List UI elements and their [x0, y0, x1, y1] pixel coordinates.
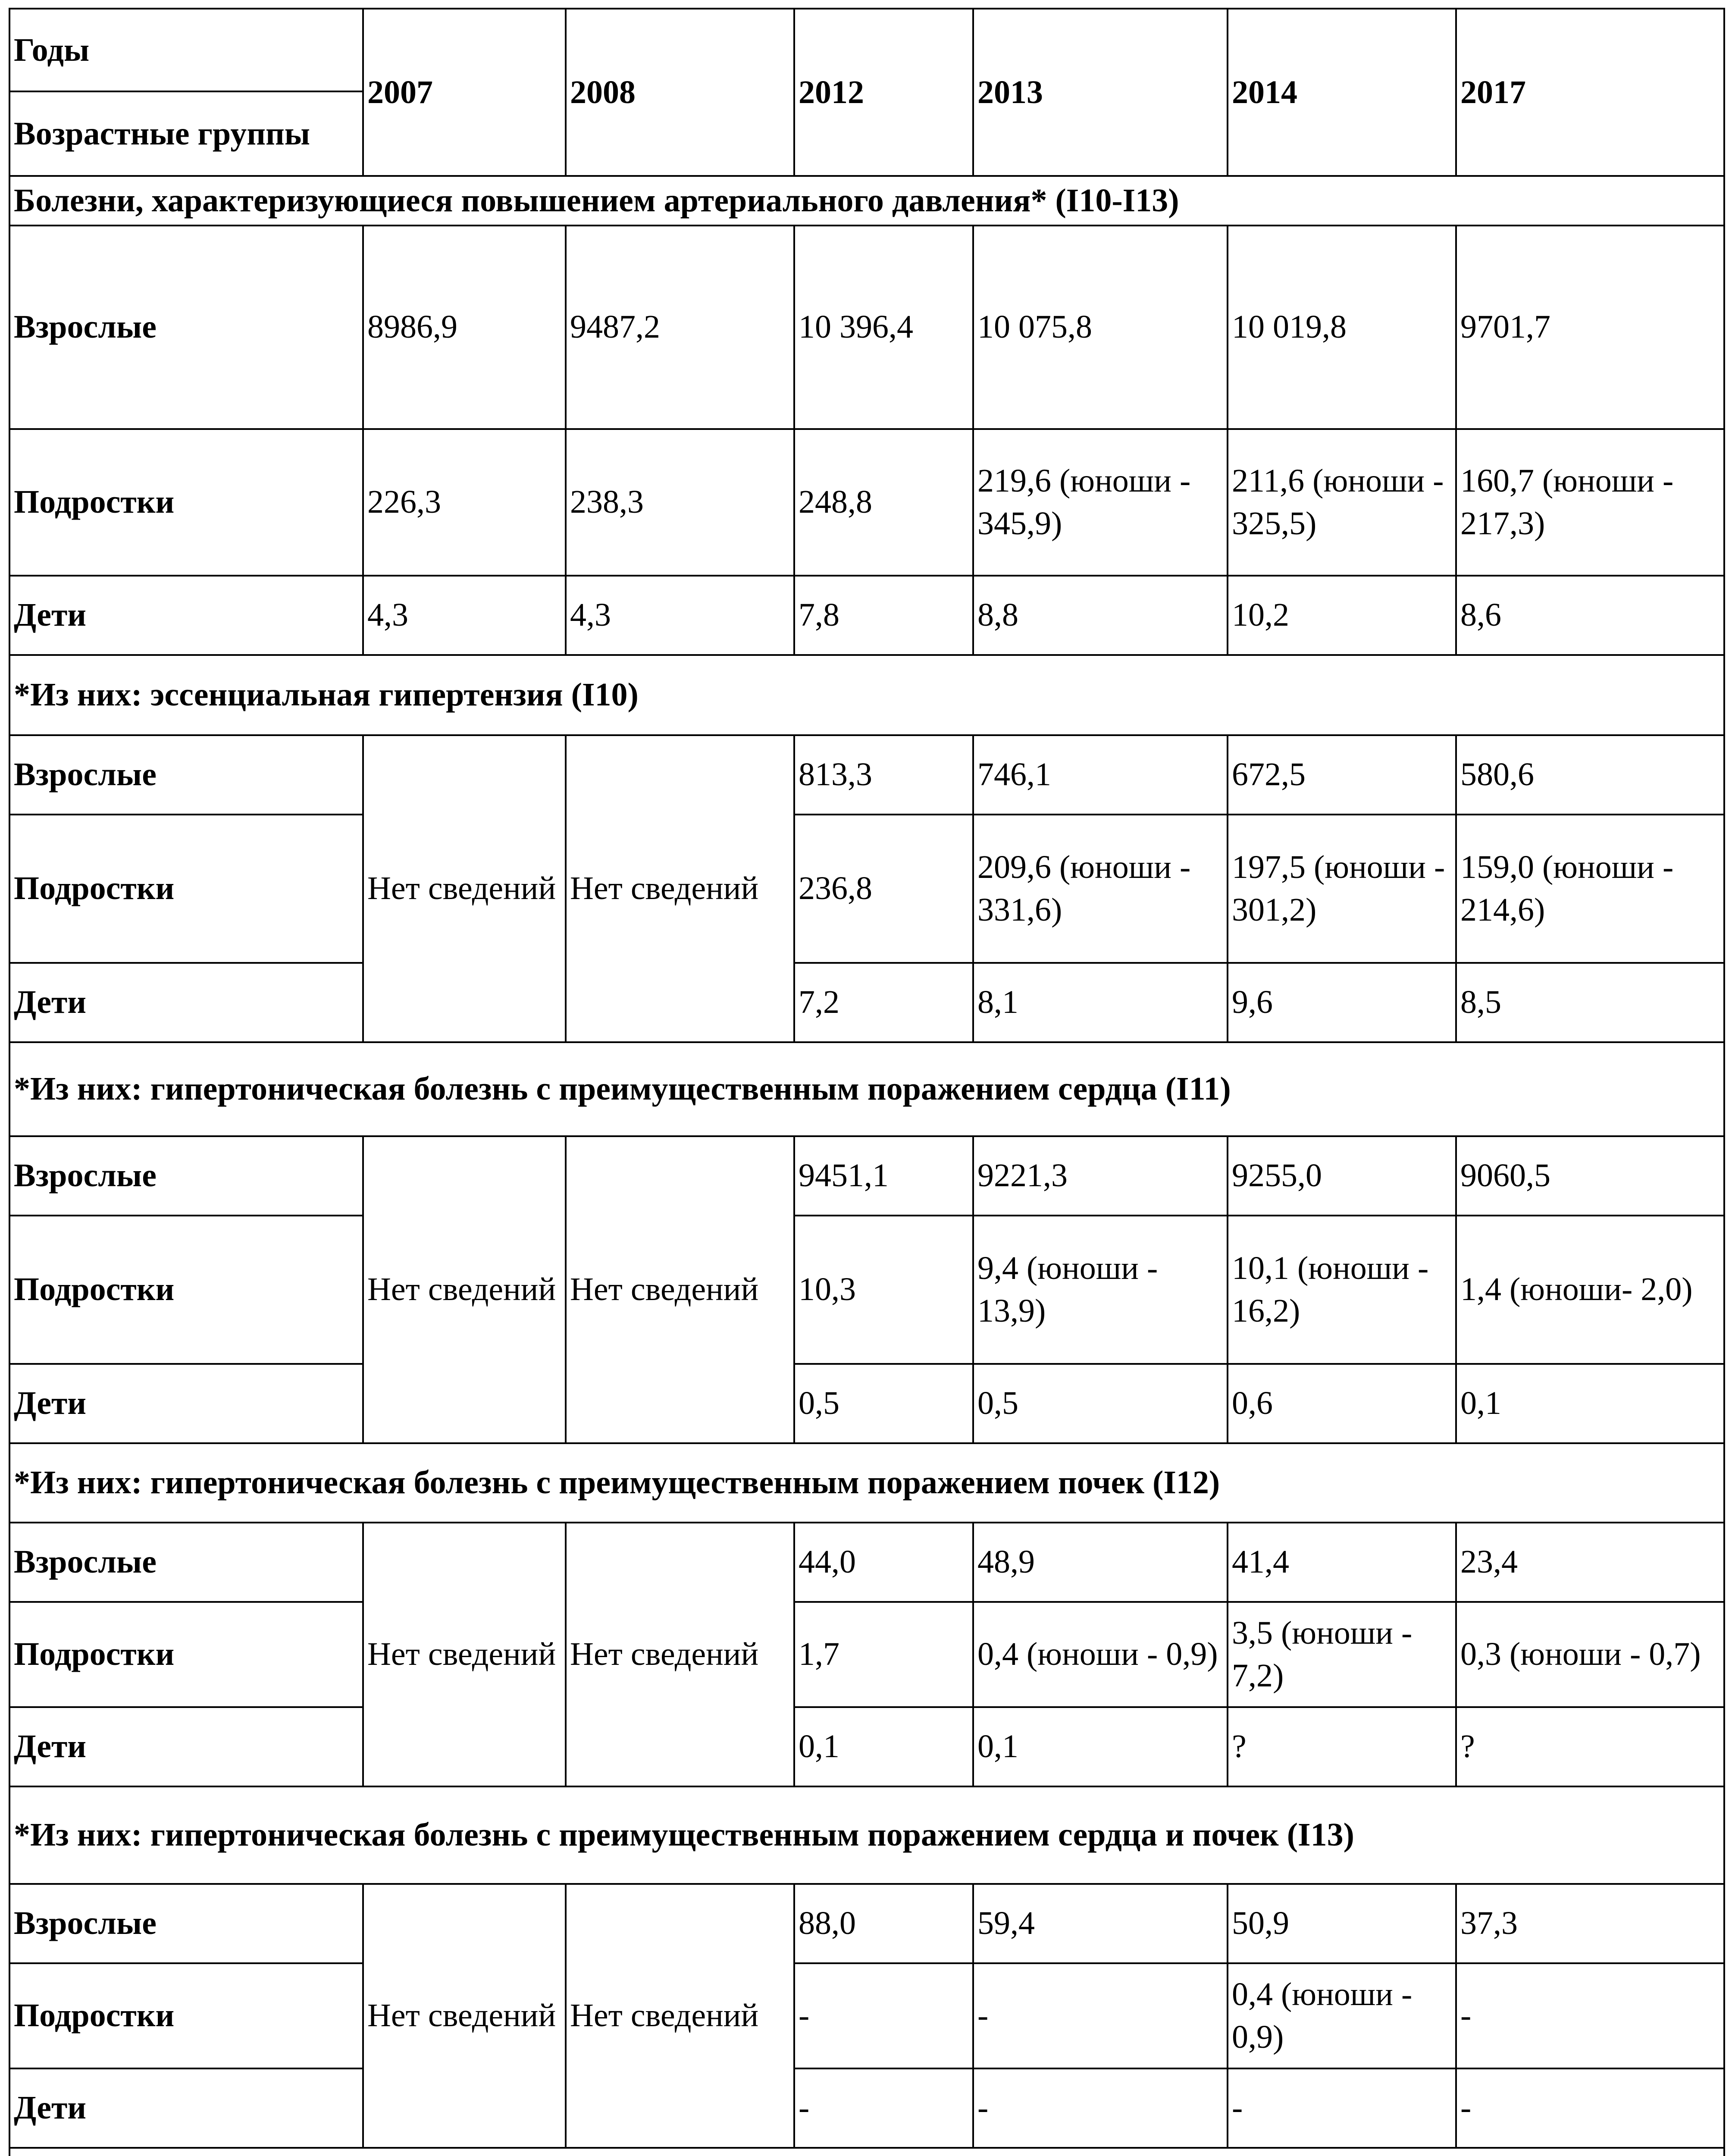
year-2017-header: 2017 [1456, 9, 1724, 176]
no-data-cell: Нет сведений [566, 1136, 794, 1443]
no-data-cell: Нет сведений [363, 735, 566, 1042]
group-children: Дети [9, 576, 363, 655]
group-teens: Подростки [9, 1602, 363, 1707]
value-cell: 9255,0 [1228, 1136, 1456, 1216]
value-cell: 9487,2 [566, 226, 794, 429]
value-cell: 9221,3 [973, 1136, 1228, 1216]
value-cell: 813,3 [794, 735, 973, 815]
no-data-cell: Нет сведений [566, 1523, 794, 1786]
value-cell: 0,6 [1228, 1364, 1456, 1443]
value-cell: 10,3 [794, 1216, 973, 1364]
value-cell: 0,1 [973, 1707, 1228, 1786]
group-adults: Взрослые [9, 1523, 363, 1602]
value-cell: 159,0 (юноши - 214,6) [1456, 815, 1724, 963]
value-cell: 0,5 [973, 1364, 1228, 1443]
section-title-i13: *Из них: гипертоническая болезнь с преимущественным поражением сердца и почек (I13) [9, 1786, 1724, 1884]
value-cell: 41,4 [1228, 1523, 1456, 1602]
value-cell: 4,3 [566, 576, 794, 655]
year-2012-header: 2012 [794, 9, 973, 176]
value-cell: 226,3 [363, 429, 566, 576]
value-cell: 1,7 [794, 1602, 973, 1707]
group-adults: Взрослые [9, 1136, 363, 1216]
value-cell: 9,6 [1228, 963, 1456, 1042]
value-cell: 0,4 (юноши - 0,9) [973, 1602, 1228, 1707]
group-teens: Подростки [9, 429, 363, 576]
value-cell: 8986,9 [363, 226, 566, 429]
year-2008-header: 2008 [566, 9, 794, 176]
section-title-i11-repeat [9, 2148, 1724, 2156]
value-cell: - [794, 1963, 973, 2068]
no-data-cell: Нет сведений [363, 1523, 566, 1786]
group-teens: Подростки [9, 1963, 363, 2068]
value-cell: 238,3 [566, 429, 794, 576]
value-cell: 10,1 (юноши - 16,2) [1228, 1216, 1456, 1364]
value-cell: 0,1 [794, 1707, 973, 1786]
value-cell: 23,4 [1456, 1523, 1724, 1602]
value-cell: 10 396,4 [794, 226, 973, 429]
value-cell: 7,2 [794, 963, 973, 1042]
value-cell: - [794, 2068, 973, 2148]
group-teens: Подростки [9, 815, 363, 963]
value-cell: 10,2 [1228, 576, 1456, 655]
value-cell: 8,1 [973, 963, 1228, 1042]
value-cell: 211,6 (юноши - 325,5) [1228, 429, 1456, 576]
value-cell: 8,8 [973, 576, 1228, 655]
value-cell: - [973, 1963, 1228, 2068]
value-cell: 50,9 [1228, 1884, 1456, 1963]
value-cell: 236,8 [794, 815, 973, 963]
value-cell: 3,5 (юноши - 7,2) [1228, 1602, 1456, 1707]
value-cell: 9701,7 [1456, 226, 1724, 429]
value-cell: 9,4 (юноши - 13,9) [973, 1216, 1228, 1364]
value-cell: 580,6 [1456, 735, 1724, 815]
value-cell: 4,3 [363, 576, 566, 655]
no-data-cell: Нет сведений [566, 1884, 794, 2148]
value-cell: - [1456, 2068, 1724, 2148]
value-cell: - [973, 2068, 1228, 2148]
section-title-total: Болезни, характеризующиеся повышением артериального давления* (I10-I13) [9, 176, 1724, 226]
group-children: Дети [9, 2068, 363, 2148]
value-cell: 746,1 [973, 735, 1228, 815]
value-cell: 88,0 [794, 1884, 973, 1963]
value-cell: ? [1456, 1707, 1724, 1786]
morbidity-table [9, 8, 1725, 2156]
value-cell: 160,7 (юноши - 217,3) [1456, 429, 1724, 576]
value-cell: 7,8 [794, 576, 973, 655]
value-cell: 0,4 (юноши - 0,9) [1228, 1963, 1456, 2068]
group-adults: Взрослые [9, 226, 363, 429]
group-children: Дети [9, 1707, 363, 1786]
value-cell: ? [1228, 1707, 1456, 1786]
value-cell: 9060,5 [1456, 1136, 1724, 1216]
value-cell: 0,3 (юноши - 0,7) [1456, 1602, 1724, 1707]
group-teens: Подростки [9, 1216, 363, 1364]
value-cell: 10 019,8 [1228, 226, 1456, 429]
age-groups-label: Возрастные группы [9, 91, 363, 176]
value-cell: 48,9 [973, 1523, 1228, 1602]
value-cell: 59,4 [973, 1884, 1228, 1963]
value-cell: 197,5 (юноши - 301,2) [1228, 815, 1456, 963]
year-2007-header: 2007 [363, 9, 566, 176]
group-children: Дети [9, 963, 363, 1042]
value-cell: - [1456, 1963, 1724, 2068]
year-2014-header: 2014 [1228, 9, 1456, 176]
value-cell: 1,4 (юноши- 2,0) [1456, 1216, 1724, 1364]
section-title-i12: *Из них: гипертоническая болезнь с преимущественным поражением почек (I12) [9, 1443, 1724, 1523]
years-label: Годы [9, 9, 363, 91]
group-adults: Взрослые [9, 1884, 363, 1963]
value-cell: 8,6 [1456, 576, 1724, 655]
section-title-i10: *Из них: эссенциальная гипертензия (I10) [9, 655, 1724, 735]
value-cell: - [1228, 2068, 1456, 2148]
group-children: Дети [9, 1364, 363, 1443]
value-cell: 0,5 [794, 1364, 973, 1443]
group-adults: Взрослые [9, 735, 363, 815]
value-cell: 672,5 [1228, 735, 1456, 815]
value-cell: 219,6 (юноши - 345,9) [973, 429, 1228, 576]
value-cell: 0,1 [1456, 1364, 1724, 1443]
year-2013-header: 2013 [973, 9, 1228, 176]
value-cell: 44,0 [794, 1523, 973, 1602]
value-cell: 37,3 [1456, 1884, 1724, 1963]
value-cell: 8,5 [1456, 963, 1724, 1042]
value-cell: 9451,1 [794, 1136, 973, 1216]
section-title-i11: *Из них: гипертоническая болезнь с преимущественным поражением сердца (I11) [9, 1042, 1724, 1136]
no-data-cell: Нет сведений [363, 1136, 566, 1443]
value-cell: 209,6 (юноши - 331,6) [973, 815, 1228, 963]
value-cell: 10 075,8 [973, 226, 1228, 429]
no-data-cell: Нет сведений [363, 1884, 566, 2148]
no-data-cell: Нет сведений [566, 735, 794, 1042]
value-cell: 248,8 [794, 429, 973, 576]
